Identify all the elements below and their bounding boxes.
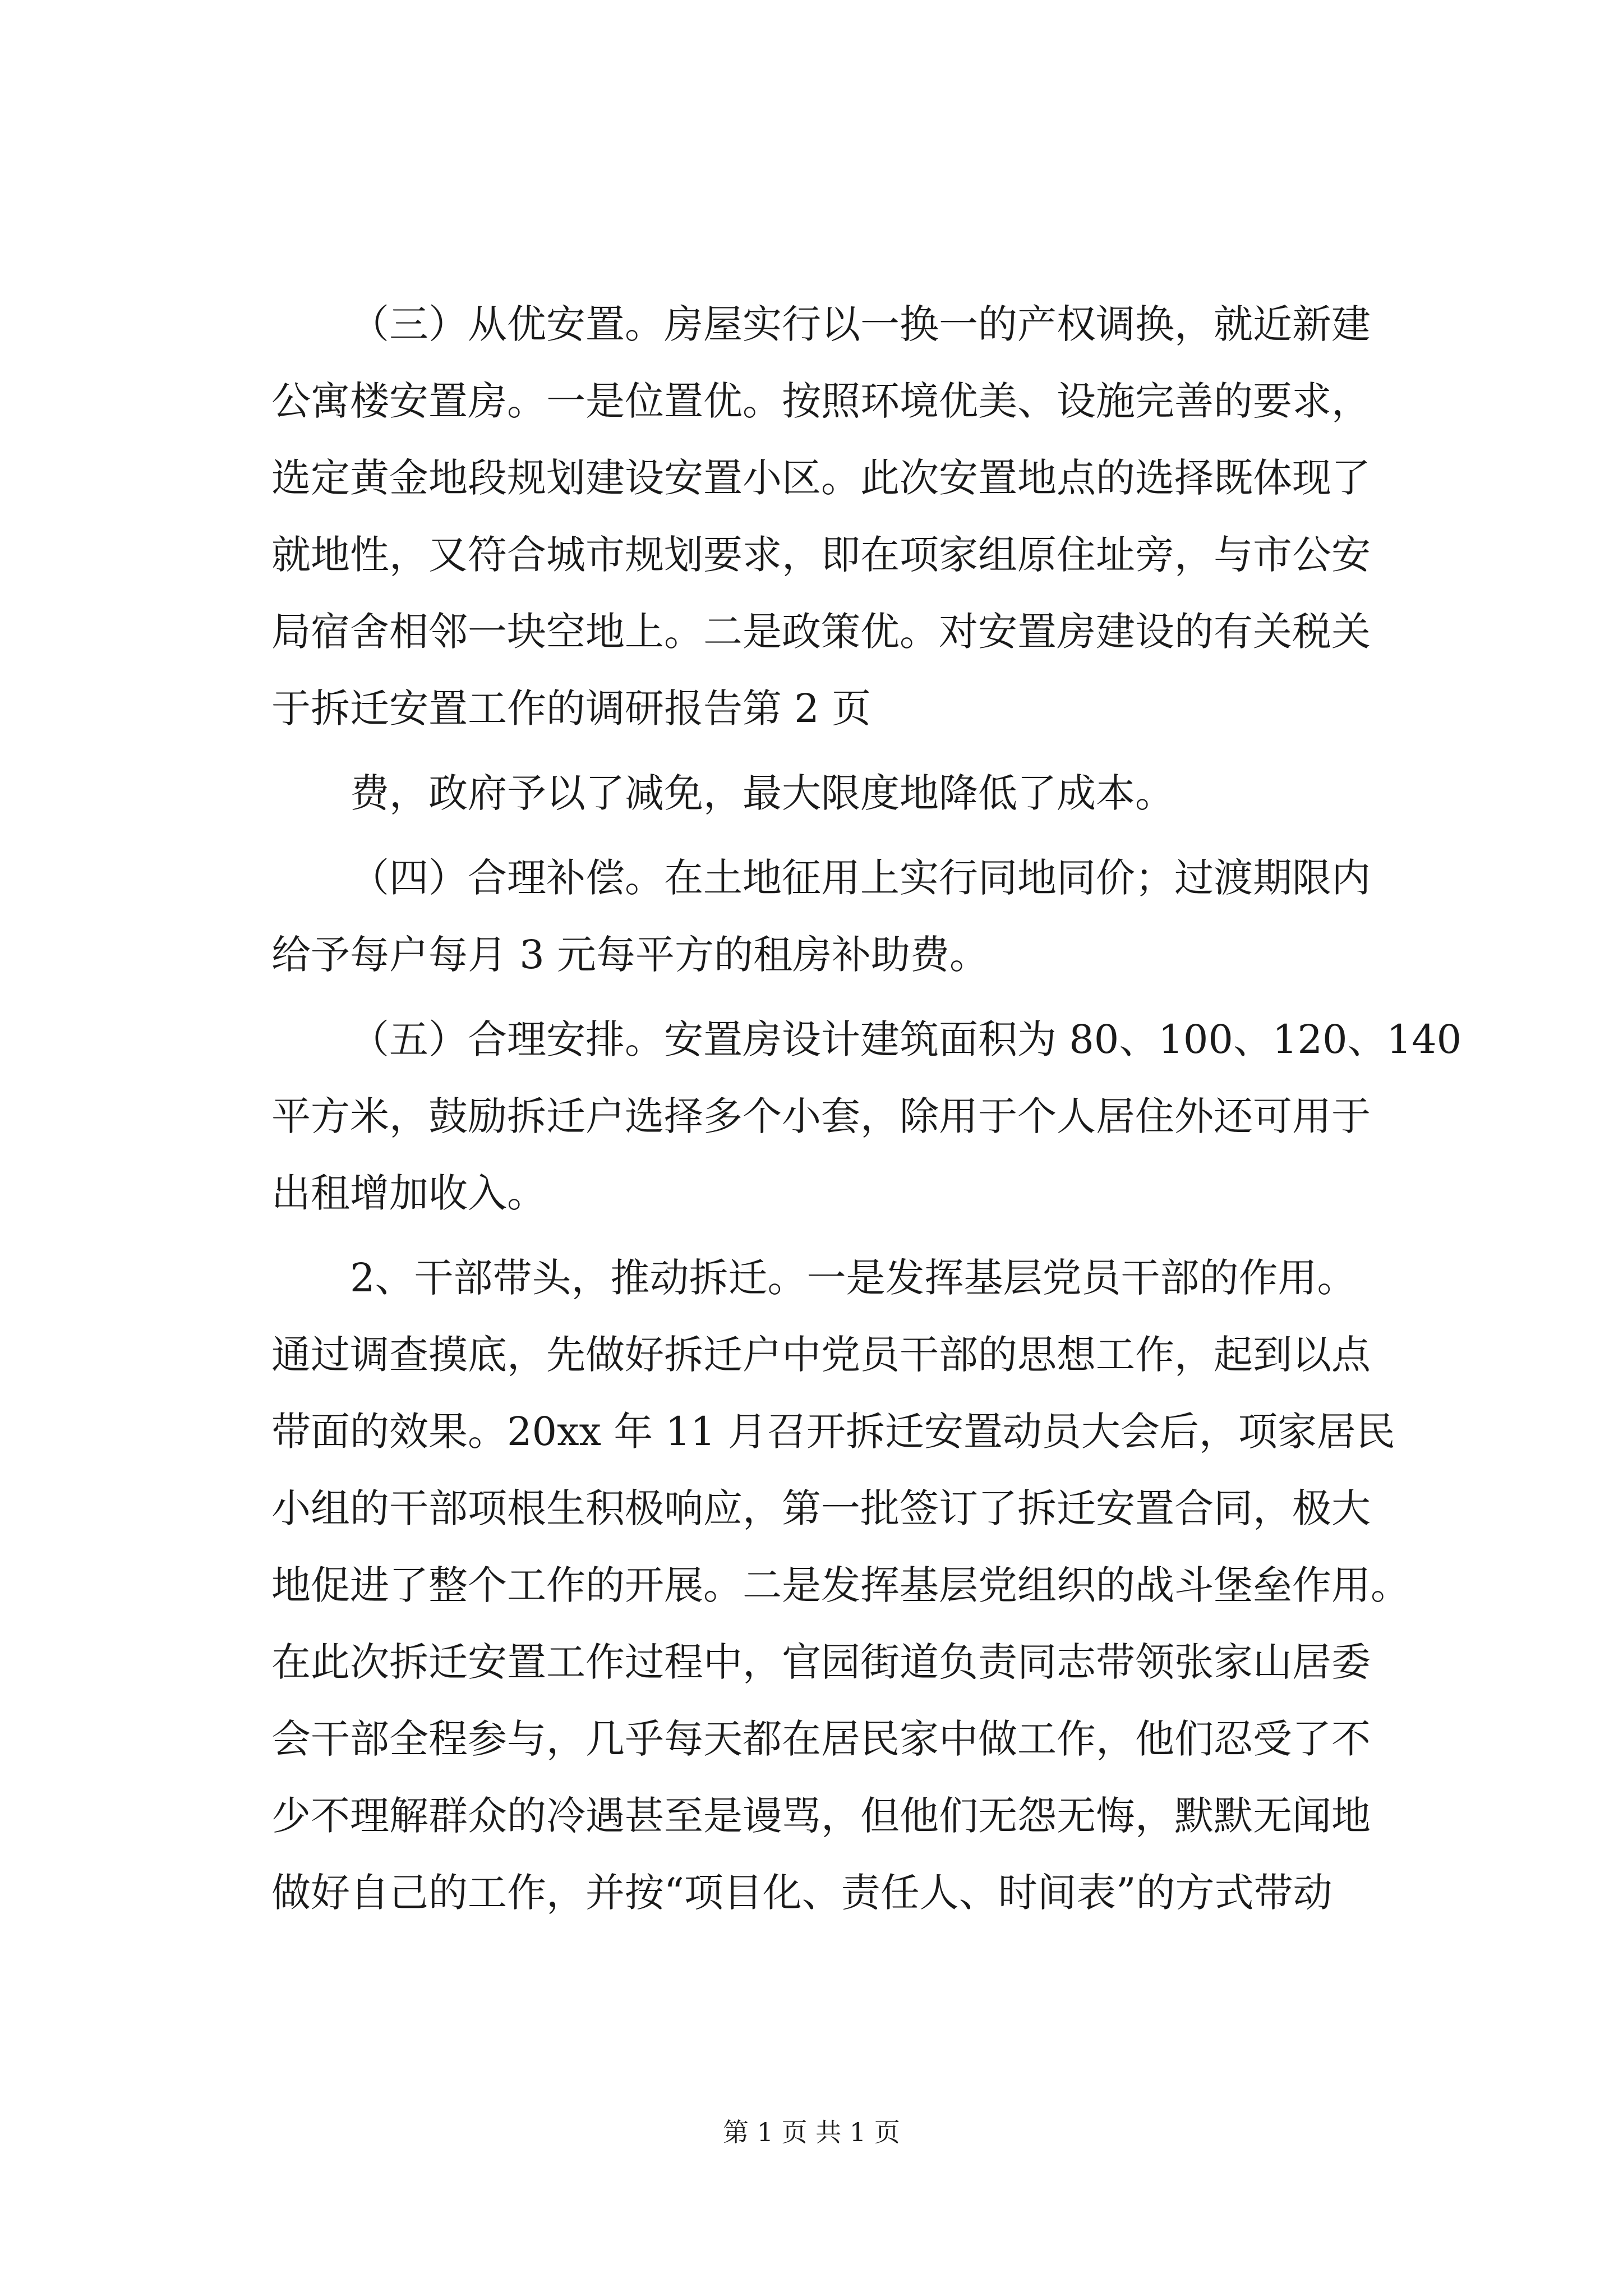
paragraph-line: 带面的效果。20xx 年 11 月召开拆迁安置动员大会后，项家居民 (271, 1409, 1395, 1455)
paragraph-line: 平方米，鼓励拆迁户选择多个小套，除用于个人居住外还可用于 (271, 1093, 1371, 1139)
paragraph-line: （三）从优安置。房屋实行以一换一的产权调换，就近新建 (350, 301, 1371, 347)
paragraph-line: 地促进了整个工作的开展。二是发挥基层党组织的战斗堡垒作用。 (271, 1562, 1410, 1608)
paragraph-line: 于拆迁安置工作的调研报告第 2 页 (271, 685, 872, 731)
paragraph-line: 出租增加收入。 (271, 1170, 546, 1216)
paragraph-line: （四）合理补偿。在土地征用上实行同地同价；过渡期限内 (350, 855, 1371, 901)
paragraph-line: （五）合理安排。安置房设计建筑面积为 80、100、120、140 (350, 1016, 1462, 1062)
document-body (271, 286, 1462, 1931)
paragraph-line: 就地性，又符合城市规划要求，即在项家组原住址旁，与市公安 (271, 532, 1371, 578)
paragraph-line: 小组的干部项根生积极响应，第一批签订了拆迁安置合同，极大 (271, 1485, 1371, 1531)
page-footer: 第 1 页 共 1 页 (723, 2117, 900, 2147)
paragraph-line: 公寓楼安置房。一是位置优。按照环境优美、设施完善的要求， (271, 378, 1371, 424)
paragraph-line: 局宿舍相邻一块空地上。二是政策优。对安置房建设的有关税关 (271, 609, 1371, 655)
paragraph-line: 做好自己的工作，并按“项目化、责任人、时间表”的方式带动 (271, 1870, 1332, 1916)
paragraph-line: 在此次拆迁安置工作过程中，官园街道负责同志带领张家山居委 (271, 1639, 1371, 1685)
paragraph-line: 2、干部带头，推动拆迁。一是发挥基层党员干部的作用。 (350, 1255, 1357, 1301)
paragraph-line: 会干部全程参与，几乎每天都在居民家中做工作，他们忍受了不 (271, 1716, 1371, 1762)
paragraph-line: 给予每户每月 3 元每平方的租房补助费。 (271, 932, 989, 978)
paragraph-line: 选定黄金地段规划建设安置小区。此次安置地点的选择既体现了 (271, 455, 1371, 501)
paragraph-line: 通过调查摸底，先做好拆迁户中党员干部的思想工作，起到以点 (271, 1332, 1371, 1378)
paragraph-line: 少不理解群众的冷遇甚至是谩骂，但他们无怨无悔，默默无闻地 (271, 1793, 1371, 1839)
paragraph-line: 费，政府予以了减免，最大限度地降低了成本。 (350, 770, 1174, 816)
